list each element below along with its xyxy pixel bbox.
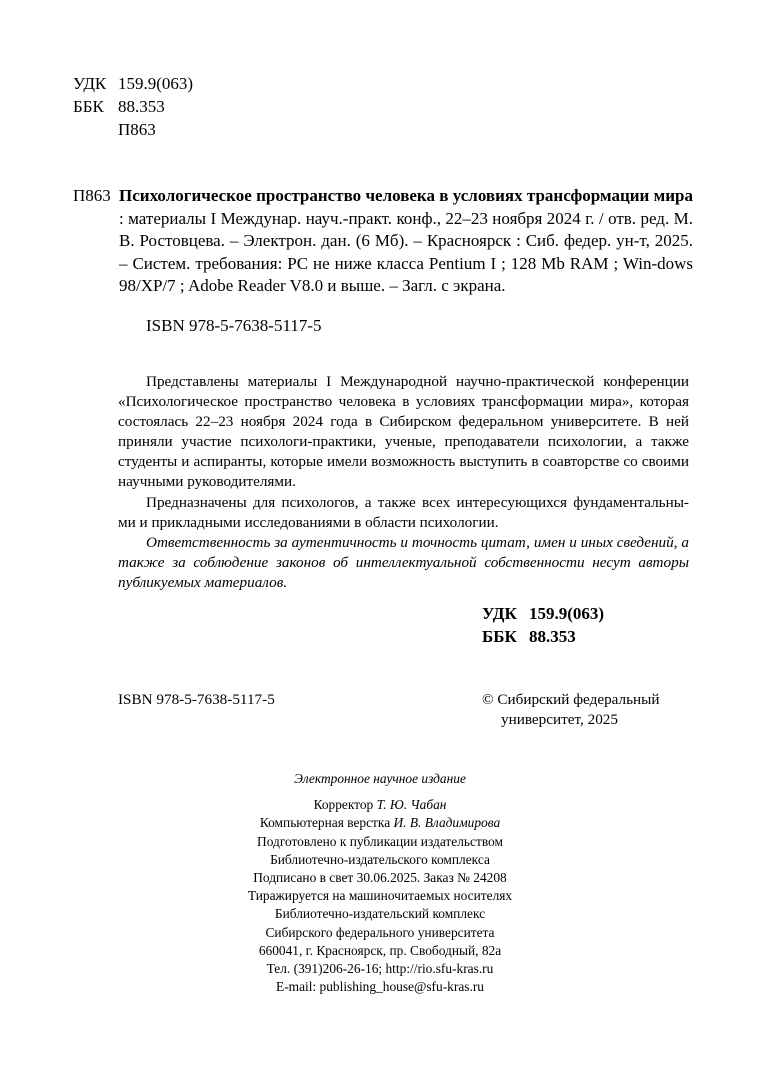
footer-classification-codes [482, 602, 604, 648]
author-mark-label [73, 118, 118, 141]
imprint-line: Подписано в свет 30.06.2025. Заказ № 24208 [253, 870, 507, 886]
corrector-label: Корректор [313, 797, 377, 813]
entry-title: Психологическое пространство человека в условиях трансформации мира [119, 186, 693, 205]
imprint-line: 660041, г. Красноярск, пр. Свободный, 82а [258, 942, 502, 958]
footer-bbk-value: 88.353 [529, 627, 576, 646]
imprint-line: Тиражируется на машиночитаемых носителях [247, 888, 513, 904]
entry-body [119, 185, 693, 298]
footer-udc-value: 159.9(063) [529, 604, 605, 623]
annotation [118, 372, 689, 593]
imprint-line[interactable]: E-mail: publishing_house@sfu-kras.ru [276, 979, 484, 995]
layout-label: Компьютерная верстка [259, 815, 394, 831]
imprint-line: Сибирского федерального университета [265, 924, 495, 940]
author-mark-value: П863 [118, 120, 156, 139]
entry-isbn: ISBN 978-5-7638-5117-5 [146, 316, 322, 335]
footer-bbk-label: ББК [482, 627, 517, 646]
imprint-line[interactable]: Тел. (391)206-26-16; http://rio.sfu-kras.ru [266, 961, 494, 977]
copyright-line-2: университет, 2025 [501, 711, 618, 728]
imprint [180, 770, 580, 996]
bbk-code [73, 95, 193, 118]
footer-udc-label: УДК [482, 604, 517, 623]
corrector-name: Т. Ю. Чабан [376, 797, 447, 813]
udc-label: УДК [73, 74, 107, 93]
imprint-line: Подготовлено к публикации издательством [257, 833, 503, 849]
corrector-line [180, 796, 580, 814]
bibliographic-entry [73, 185, 693, 298]
entry-description: : материалы I Междунар. науч.-практ. конф., 22–23 ноября 2024 г. / отв. ред. М. В. Ростовцева. – Электрон. дан. (6 Мб). – Красноярск : Сиб. федер. ун-т, 2025. – Систем. требования: PC не ниже класса Pentium I ; 128 Mb RAM ; Win-dows 98/XP/7 ; Adobe Reader V8.0 и выше. – Загл. с экрана. [119, 208, 693, 295]
isbn-bottom: ISBN 978-5-7638-5117-5 [118, 691, 275, 708]
copyright [482, 690, 660, 730]
bbk-label: ББК [73, 97, 104, 116]
entry-mark: П863 [73, 186, 111, 205]
annotation-paragraph-1: Представлены материалы I Международной научно-практической конференции «Психологическое пространство человека в условиях трансформации мира», которая состоялась 22–23 ноября 2024 года в Сибирском федеральном университете. В ней приняли участие психологи-практики, ученые, преподаватели психологии, а также студенты и аспиранты, которые имели возможность выступить в соавторстве со своими научными руководителями. [118, 373, 689, 491]
imprint-line: Библиотечно-издательский комплекс [274, 906, 486, 922]
edition-type: Электронное научное издание [294, 771, 466, 786]
udc-code [73, 72, 193, 95]
classification-codes [73, 72, 193, 141]
author-mark [73, 118, 193, 141]
layout-name: И. В. Владимирова [393, 815, 501, 831]
copyright-line-1: © Сибирский федеральный [482, 691, 660, 708]
footer-bbk [482, 625, 604, 648]
annotation-responsibility-note: Ответственность за аутентичность и точность цитат, имен и иных сведений, а также за соблюдение законов об интеллектуальной собственности несут авторы публикуемых материалов. [118, 533, 689, 591]
layout-line [180, 814, 580, 832]
footer-udc [482, 602, 604, 625]
udc-value: 159.9(063) [118, 74, 194, 93]
bbk-value: 88.353 [118, 97, 165, 116]
imprint-line: Библиотечно-издательского комплекса [270, 851, 490, 867]
annotation-paragraph-2: Предназначены для психологов, а также всех интересующихся фундаментальны-ми и прикладными исследованиями в области психологии. [118, 493, 689, 531]
